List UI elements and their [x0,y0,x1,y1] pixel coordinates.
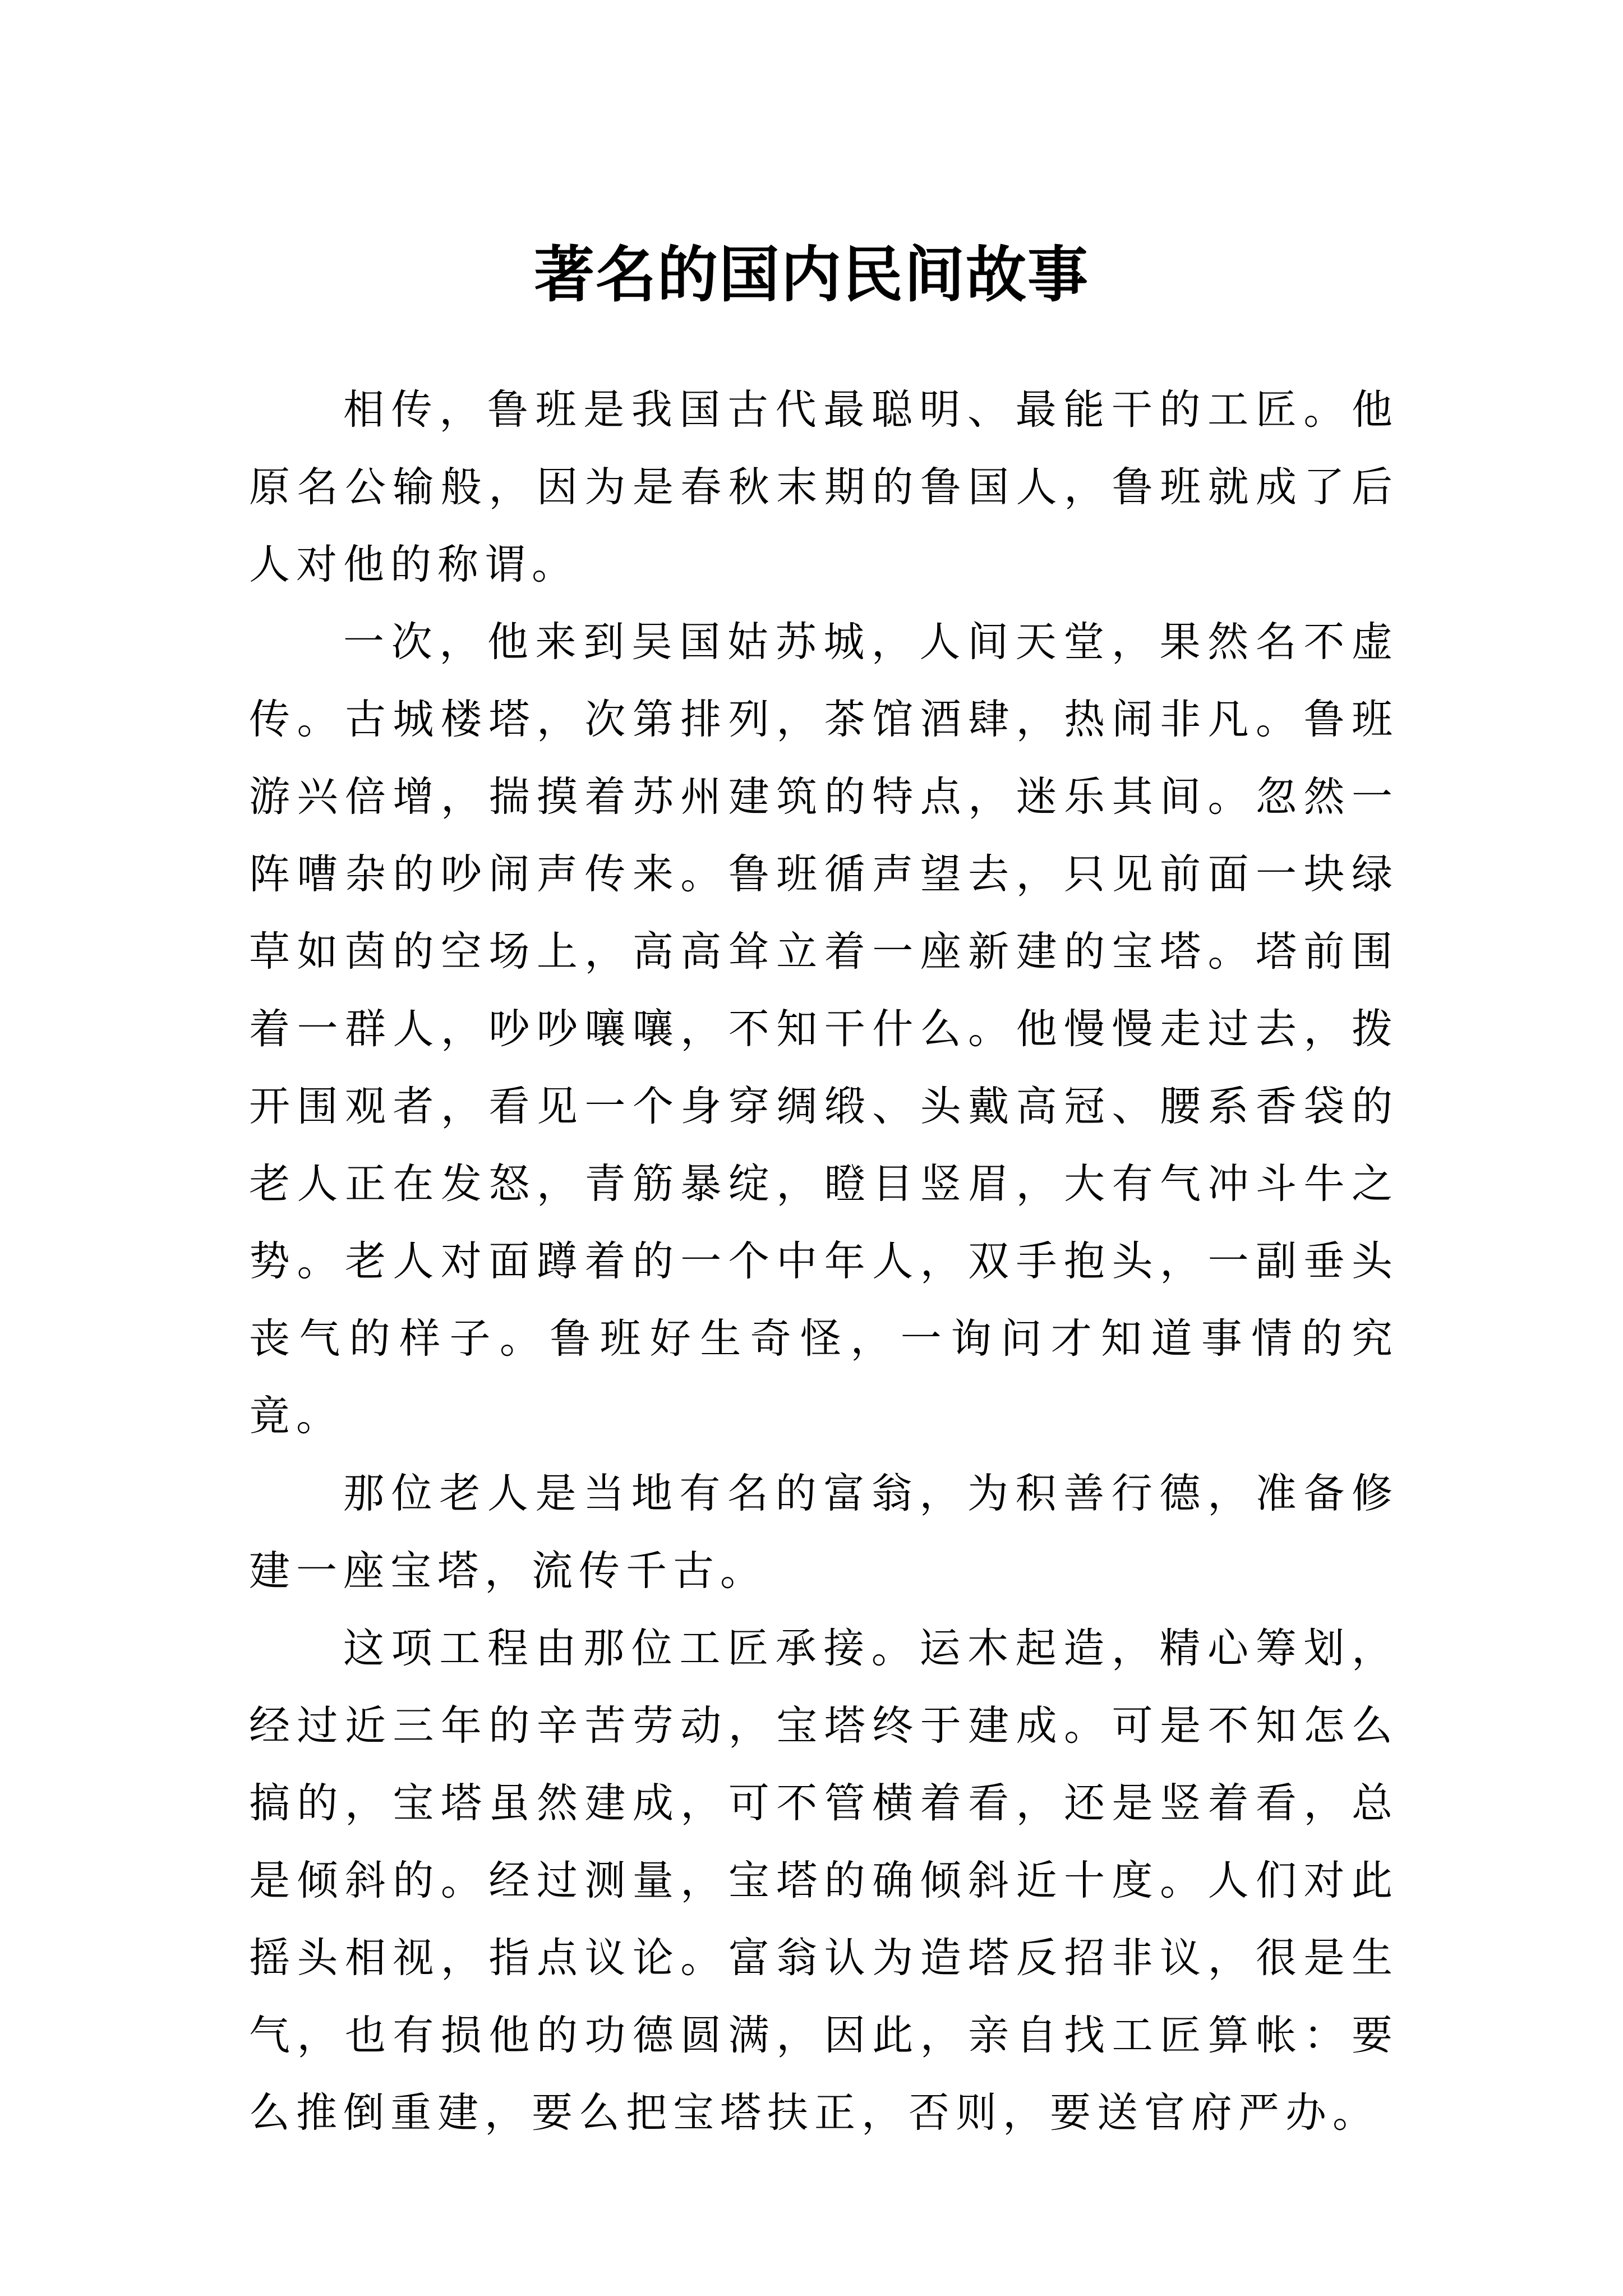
paragraph-1: 相传，鲁班是我国古代最聪明、最能干的工匠。他原名公输般，因为是春秋末期的鲁国人，鲁班就成了后人对他的称谓。 [249,386,1399,588]
paragraph-2: 一次，他来到吴国姑苏城，人间天堂，果然名不虚传。古城楼塔，次第排列，茶馆酒肆，热闹非凡。鲁班游兴倍增，揣摸着苏州建筑的特点，迷乐其间。忽然一阵嘈杂的吵闹声传来。鲁班循声望去，只见前面一块绿草如茵的空场上，高高耸立着一座新建的宝塔。塔前围着一群人，吵吵嚷嚷，不知干什么。他慢慢走过去，拨开围观者，看见一个身穿绸缎、头戴高冠、腰系香袋的老人正在发怒，青筋暴绽，瞪目竖眉，大有气冲斗牛之势。老人对面蹲着的一个中年人，双手抱头，一副垂头丧气的样子。鲁班好生奇怪，一询问才知道事情的究竟。 [249,618,1399,1440]
paragraph-4: 这项工程由那位工匠承接。运木起造，精心筹划，经过近三年的辛苦劳动，宝塔终于建成。可是不知怎么搞的，宝塔虽然建成，可不管横着看，还是竖着看，总是倾斜的。经过测量，宝塔的确倾斜近十度。人们对此摇头相视，指点议论。富翁认为造塔反招非议，很是生气，也有损他的功德圆满，因此，亲自找工匠算帐：要么推倒重建，要么把宝塔扶正，否则，要送官府严办。 [249,1625,1399,2137]
document-title: 著名的国内民间故事 [533,240,1089,311]
document-body [249,371,1399,2152]
paragraph-3: 那位老人是当地有名的富翁，为积善行德，准备修建一座宝塔，流传千古。 [249,1470,1399,1595]
